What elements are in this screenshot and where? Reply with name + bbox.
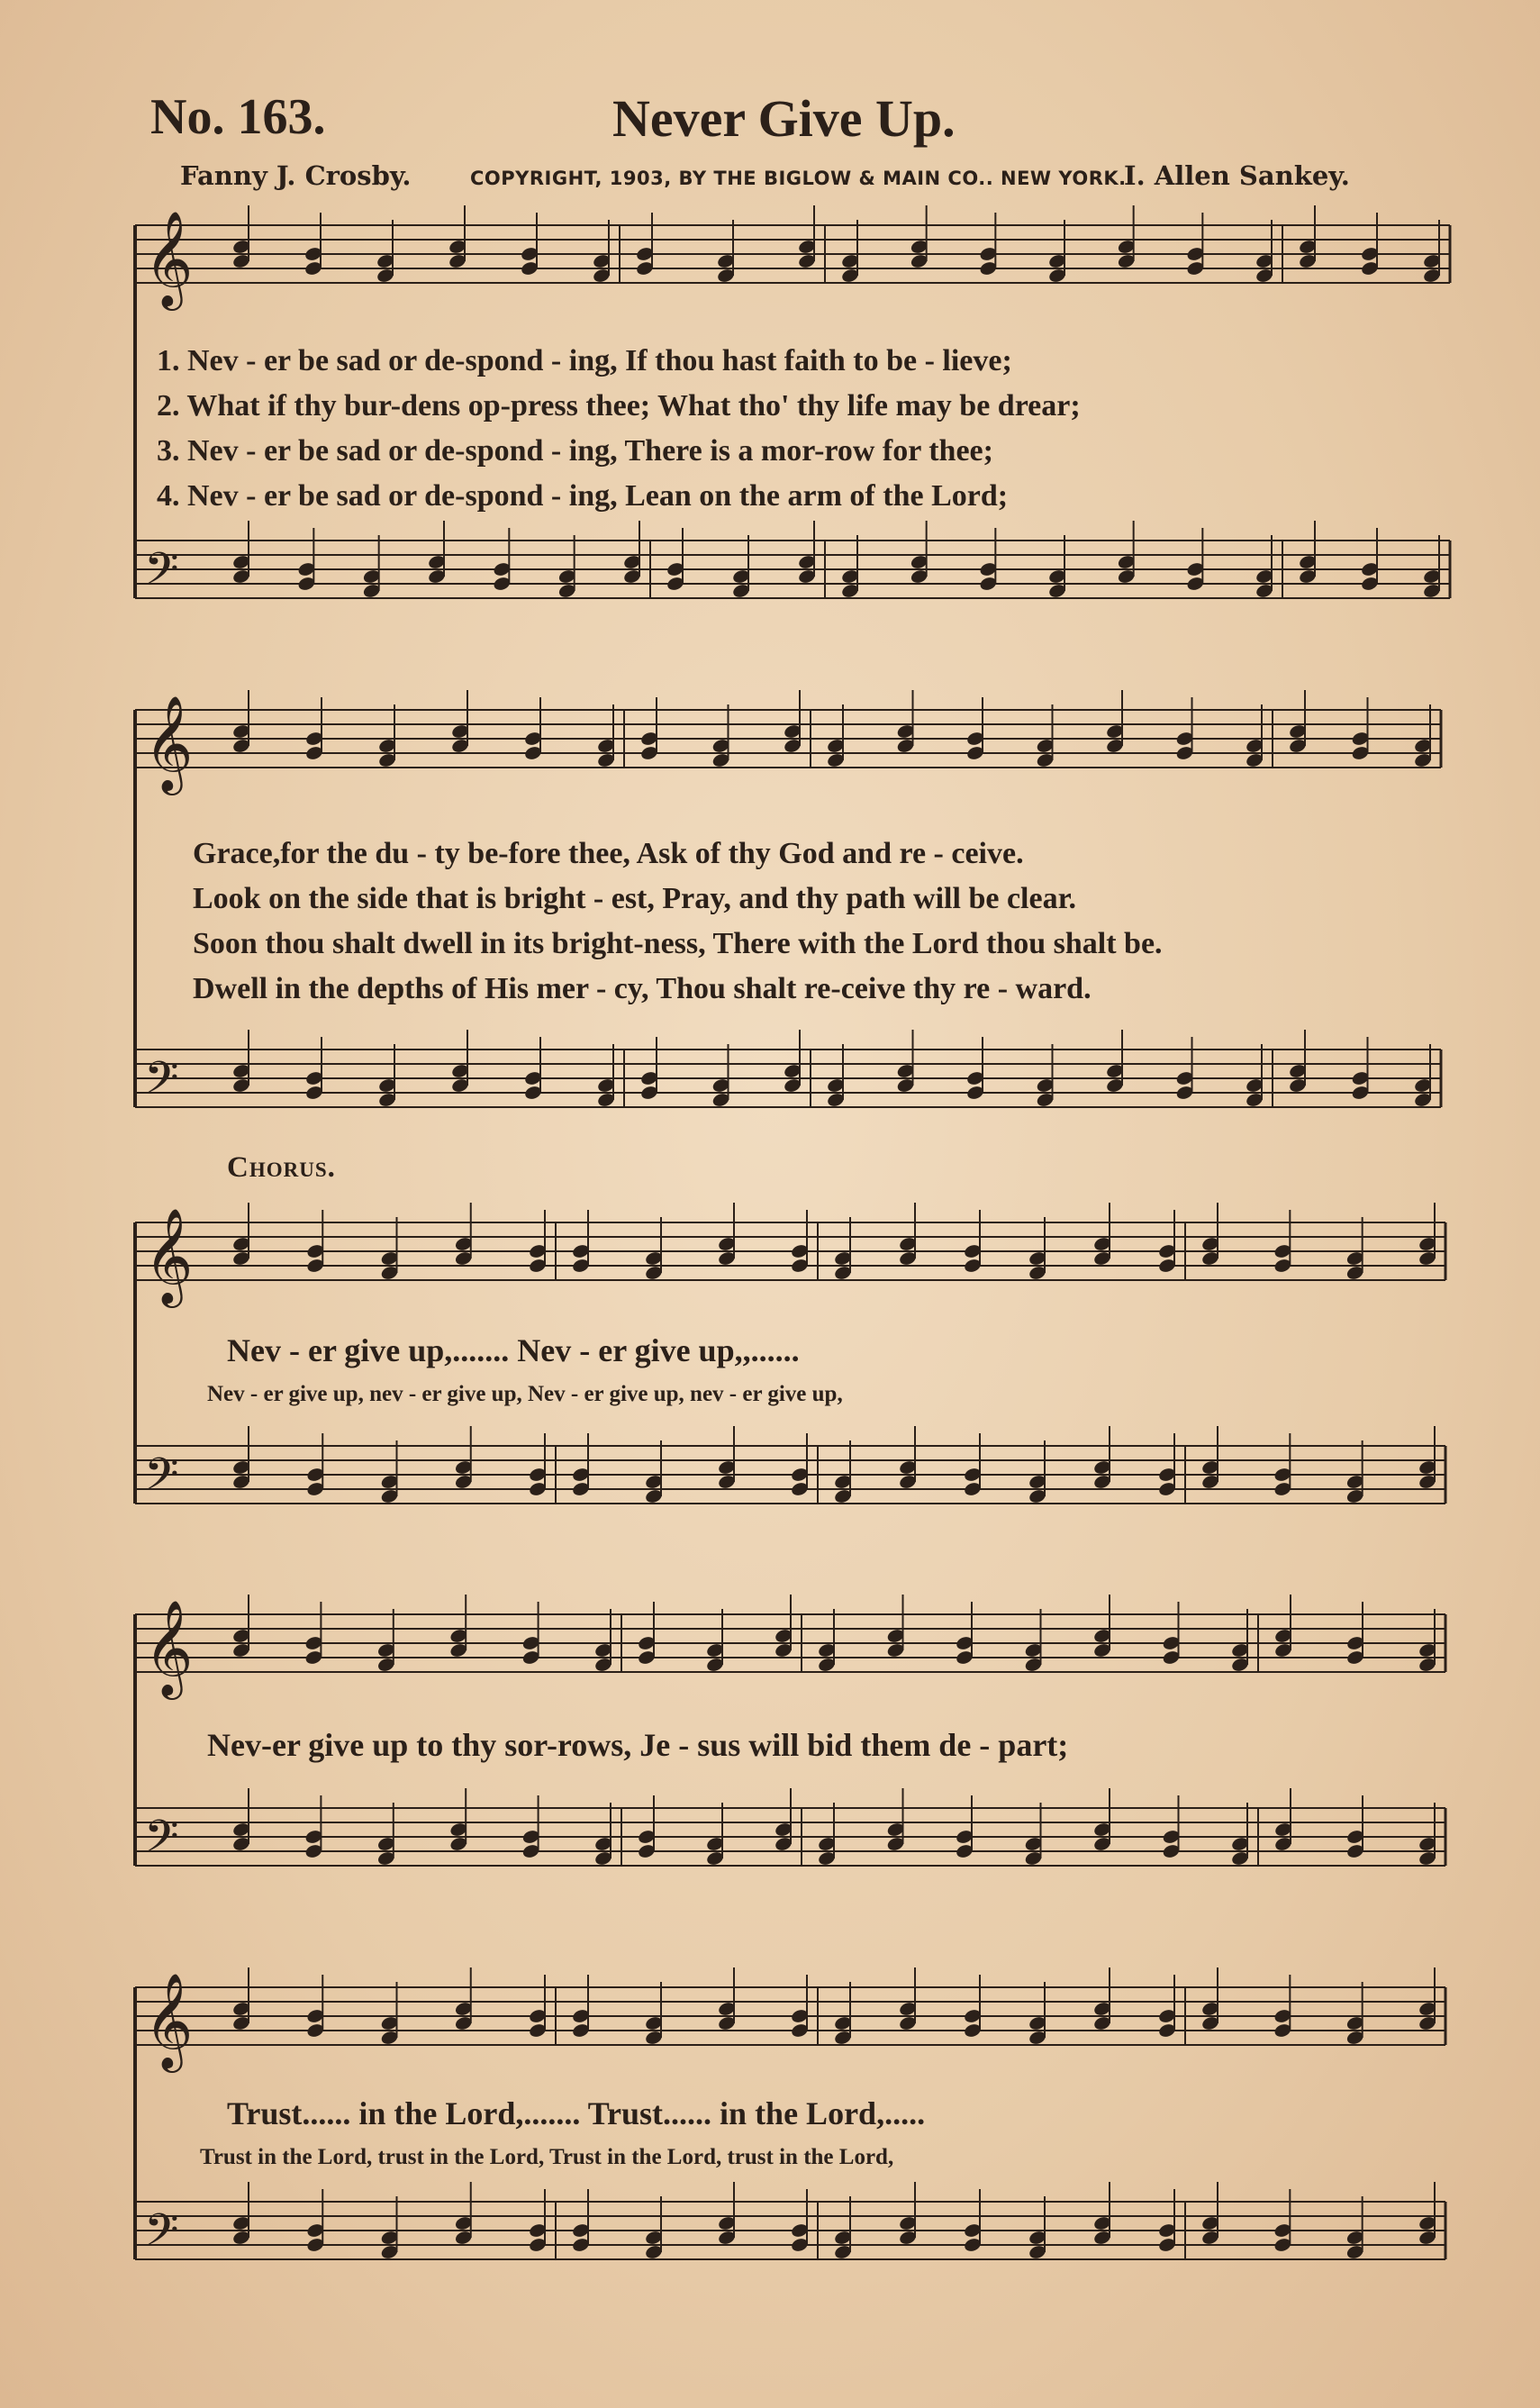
verse-4-line-2: Dwell in the depths of His mer - cy, Thou shalt re-ceive thy re - ward. xyxy=(193,972,1092,1005)
chorus-line-3-main: Trust...... in the Lord,....... Trust...... in the Lord,..... xyxy=(227,2095,926,2131)
verse-3-line-1: 3. Nev - er be sad or de-spond - ing, There is a mor-row for thee; xyxy=(157,434,993,468)
composer-credit: I. Allen Sankey. xyxy=(1124,160,1350,191)
verse-3-line-2: Soon thou shalt dwell in its bright-ness, There with the Lord thou shalt be. xyxy=(193,927,1163,960)
svg-text:𝄞: 𝄞 xyxy=(144,1972,194,2068)
svg-text:𝄢: 𝄢 xyxy=(144,1811,179,1874)
verse-2-line-1: 2. What if thy bur-dens op-press thee; What tho' thy life may be drear; xyxy=(157,389,1081,423)
hymn-number: No. 163. xyxy=(150,89,326,145)
copyright-notice: COPYRIGHT, 1903, BY THE BIGLOW & MAIN CO.. NEW YORK. xyxy=(470,168,1127,189)
svg-text:𝄞: 𝄞 xyxy=(144,1599,194,1695)
chorus-label: Chorus. xyxy=(227,1151,336,1184)
svg-text:𝄢: 𝄢 xyxy=(144,1052,179,1115)
chorus-line-1-main: Nev - er give up,....... Nev - er give up,,...... xyxy=(227,1332,800,1368)
svg-text:𝄞: 𝄞 xyxy=(144,210,194,306)
svg-text:𝄢: 𝄢 xyxy=(144,543,179,606)
svg-text:𝄢: 𝄢 xyxy=(144,1449,179,1512)
svg-text:𝄞: 𝄞 xyxy=(144,1207,194,1304)
chorus-line-3-echo: Trust in the Lord, trust in the Lord, Trust in the Lord, trust in the Lord, xyxy=(200,2145,894,2169)
hymn-title: Never Give Up. xyxy=(612,89,956,148)
chorus-line-1-echo: Nev - er give up, nev - er give up, Nev - er give up, nev - er give up, xyxy=(207,1382,843,1406)
author-credit: Fanny J. Crosby. xyxy=(180,160,412,191)
verse-1-line-2: Grace,for the du - ty be-fore thee, Ask of thy God and re - ceive. xyxy=(193,837,1024,870)
chorus-line-2: Nev-er give up to thy sor-rows, Je - sus will bid them de - part; xyxy=(207,1727,1069,1763)
svg-text:𝄞: 𝄞 xyxy=(144,695,194,791)
verse-4-line-1: 4. Nev - er be sad or de-spond - ing, Lean on the arm of the Lord; xyxy=(157,479,1009,513)
verse-2-line-2: Look on the side that is bright - est, Pray, and thy path will be clear. xyxy=(193,882,1077,915)
verse-1-line-1: 1. Nev - er be sad or de-spond - ing, If thou hast faith to be - lieve; xyxy=(157,344,1012,377)
svg-text:𝄢: 𝄢 xyxy=(144,2204,179,2267)
